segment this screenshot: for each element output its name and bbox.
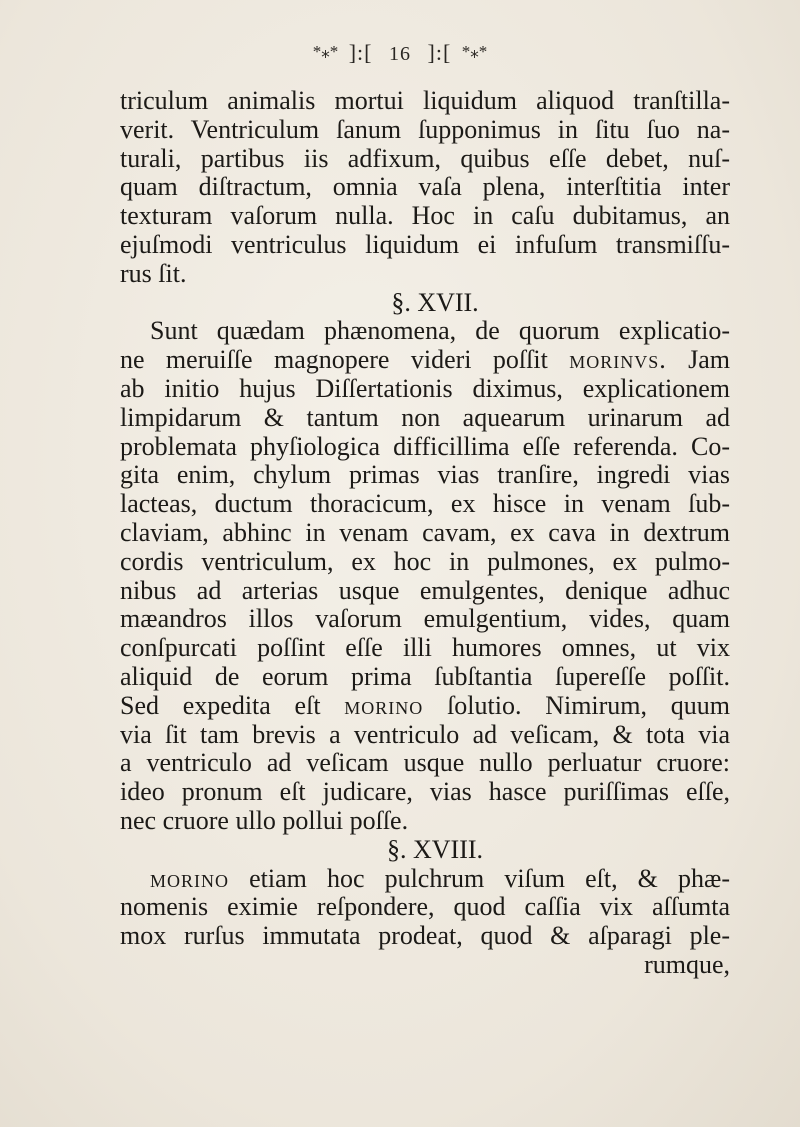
text-line: mæandros illos vaſorum emulgentium, vides, quam (120, 604, 730, 634)
text-line: rus ſit. (120, 258, 187, 288)
text-line-with-name (120, 692, 730, 721)
text-line: texturam vaſorum nulla. Hoc in caſu dubitamus, an (120, 201, 730, 231)
text-line: problemata phyſiologica difficillima eſſe referenda. Co- (120, 431, 730, 461)
text-line: nec cruore ullo pollui poſſe. (120, 805, 409, 835)
text-line-with-name (120, 865, 730, 894)
catchword: rumque, (644, 949, 730, 979)
left-ornament: *⁎* (312, 42, 339, 61)
text-fragment: Jam (688, 345, 731, 375)
text-line: nomenis eximie reſpondere, quod caſſia vix aſſumta (120, 892, 730, 922)
text-line: a ventriculo ad veſicam usque nullo perluatur cruore: (120, 748, 730, 778)
text-line: Sunt quædam phænomena, de quorum explicatio- (150, 316, 730, 346)
text-line: quam diſtractum, omnia vaſa plena, interſtitia inter (120, 172, 730, 202)
right-bracket: ]:[ (427, 40, 452, 65)
section-heading-18: §. XVIII. (386, 834, 484, 864)
body-text (120, 87, 730, 980)
text-line: turali, partibus iis adfixum, quibus eſſe debet, nuſ- (120, 143, 730, 173)
text-line: ejuſmodi ventriculus liquidum ei infuſum transmiſſu- (120, 229, 730, 259)
author-name-morino: morino (150, 863, 230, 893)
running-header (0, 40, 800, 66)
text-line: lacteas, ductum thoracicum, ex hisce in venam ſub- (120, 489, 730, 519)
text-line-with-name (120, 346, 730, 375)
text-line: ideo pronum eſt judicare, vias hasce puriſſimas eſſe, (120, 777, 730, 807)
text-line: claviam, abhinc in venam cavam, ex cava in dextrum (120, 517, 730, 547)
page-number: 16 (389, 43, 411, 65)
author-name-morino: morino (344, 690, 424, 720)
text-line: mox rurſus immutata prodeat, quod & aſparagi ple- (120, 921, 730, 951)
author-name-morinus: morinvs. (569, 345, 667, 375)
text-line: ab initio hujus Diſſertationis diximus, explicationem (120, 373, 730, 403)
text-line: gita enim, chylum primas vias tranſire, ingredi vias (120, 460, 730, 490)
text-line: conſpurcati poſſint eſſe illi humores omnes, ut vix (120, 633, 730, 663)
text-line: triculum animalis mortui liquidum aliquod tranſtilla- (120, 86, 730, 115)
text-fragment: etiam hoc pulchrum viſum eſt, & phæ- (249, 863, 730, 893)
text-line: nibus ad arterias usque emulgentes, denique adhuc (120, 575, 730, 605)
text-line: aliquid de eorum prima ſubſtantia ſupereſſe poſſit. (120, 661, 730, 691)
section-heading-17: §. XVII. (391, 287, 479, 317)
right-ornament: *⁎* (461, 42, 488, 61)
left-bracket: ]:[ (348, 40, 373, 65)
text-line: limpidarum & tantum non aquearum urinarum ad (120, 402, 730, 432)
text-fragment: ne meruiſſe magnopere videri poſſit (120, 345, 548, 375)
text-fragment: ſolutio. Nimirum, quum (447, 690, 730, 720)
text-line: via ſit tam brevis a ventriculo ad veſicam, & tota via (120, 719, 730, 749)
text-fragment: Sed expedita eſt (120, 690, 321, 720)
text-line: verit. Ventriculum ſanum ſupponimus in ſitu ſuo na- (120, 114, 730, 144)
text-line: cordis ventriculum, ex hoc in pulmones, ex pulmo- (120, 546, 730, 576)
